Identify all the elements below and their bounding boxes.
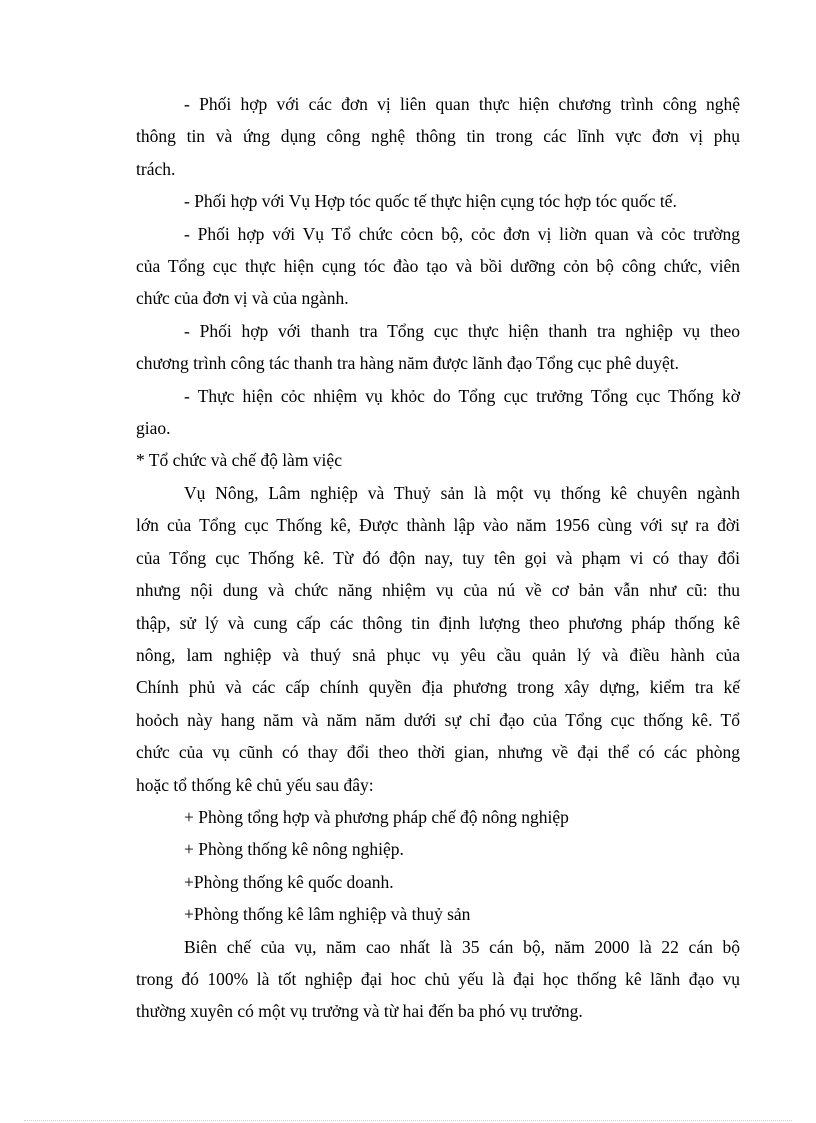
text-line: của Tổng cục Thống kê. Từ đó độn nay, tuy tên gọi và phạm vi có thay đổi <box>136 547 740 568</box>
list-item <box>136 833 740 865</box>
list-item <box>136 866 740 898</box>
text-line: Vụ Nông, Lâm nghiệp và Thuỷ sản là một vụ thống kê chuyên ngành <box>184 482 740 503</box>
text-line: nhưng nội dung và chức năng nhiệm vụ của nú về cơ bản vẫn như cũ: thu <box>136 580 740 601</box>
text-line: thông tin và ứng dụng công nghệ thông tin trong các lĩnh vực đơn vị phụ <box>136 126 740 147</box>
text-line: +Phòng thống kê lâm nghiệp và thuỷ sản <box>184 904 471 925</box>
paragraph <box>136 931 740 1028</box>
text-line: + Phòng thống kê nông nghiệp. <box>184 839 404 860</box>
text-line: + Phòng tổng hợp và phương pháp chế độ nông nghiệp <box>184 806 569 827</box>
paragraph <box>136 477 740 801</box>
list-item <box>136 801 740 833</box>
text-line: giao. <box>136 418 171 439</box>
paragraph <box>136 380 740 445</box>
text-line: Biên chế của vụ, năm cao nhất là 35 cán bộ, năm 2000 là 22 cán bộ <box>184 936 740 957</box>
list-item <box>136 898 740 930</box>
text-line: thường xuyên có một vụ trưởng và từ hai đến ba phó vụ trưởng. <box>136 1001 583 1022</box>
text-line: - Phối hợp với Vụ Tổ chức cỏcn bộ, cỏc đơn vị liờn quan và cỏc trường <box>184 223 740 244</box>
text-line: * Tổ chức và chế độ làm việc <box>136 450 342 471</box>
text-line: hoỏch này hang năm và năm năm dưới sự chỉ đạo của Tổng cục thống kê. Tổ <box>136 709 740 730</box>
paragraph <box>136 88 740 185</box>
paragraph <box>136 218 740 315</box>
section-heading <box>136 444 740 476</box>
page-bottom-divider <box>24 1120 792 1121</box>
text-line: - Phối hợp với Vụ Hợp tóc quốc tế thực hiện cụng tóc hợp tóc quốc tế. <box>184 191 677 212</box>
text-line: trách. <box>136 158 176 179</box>
text-line: của Tổng cục thực hiện cụng tóc đào tạo và bồi dưỡng cỏn bộ công chức, viên <box>136 256 740 277</box>
text-line: chức của đơn vị và của ngành. <box>136 288 349 309</box>
text-line: Chính phủ và các cấp chính quyền địa phương trong xây dựng, kiểm tra kế <box>136 677 740 698</box>
text-line: chức của vụ cũnh có thay đổi theo thời gian, nhưng về đại thể có các phòng <box>136 742 740 763</box>
paragraph <box>136 315 740 380</box>
paragraph <box>136 185 740 217</box>
text-line: - Phối hợp với các đơn vị liên quan thực hiện chương trình công nghệ <box>184 94 740 114</box>
text-line: - Thực hiện cỏc nhiệm vụ khỏc do Tổng cục trưởng Tổng cục Thống kờ <box>184 385 740 406</box>
text-line: +Phòng thống kê quốc doanh. <box>184 871 394 892</box>
text-line: trong đó 100% là tốt nghiệp đại hoc chủ yếu là đại học thống kê lãnh đạo vụ <box>136 968 740 989</box>
text-line: hoặc tổ thống kê chủ yếu sau đây: <box>136 774 374 795</box>
document-page <box>136 88 740 1028</box>
text-line: - Phối hợp với thanh tra Tổng cục thực hiện thanh tra nghiệp vụ theo <box>184 320 740 341</box>
text-line: lớn của Tổng cục Thống kê, Được thành lập vào năm 1956 cùng với sự ra đời <box>136 515 740 536</box>
text-line: chương trình công tác thanh tra hàng năm được lãnh đạo Tổng cục phê duyệt. <box>136 353 680 374</box>
text-line: thập, sử lý và cung cấp các thông tin định lượng theo phương pháp thống kê <box>136 612 740 633</box>
text-line: nông, lam nghiệp và thuý snả phục vụ yêu cầu quản lý và điều hành của <box>136 644 740 665</box>
